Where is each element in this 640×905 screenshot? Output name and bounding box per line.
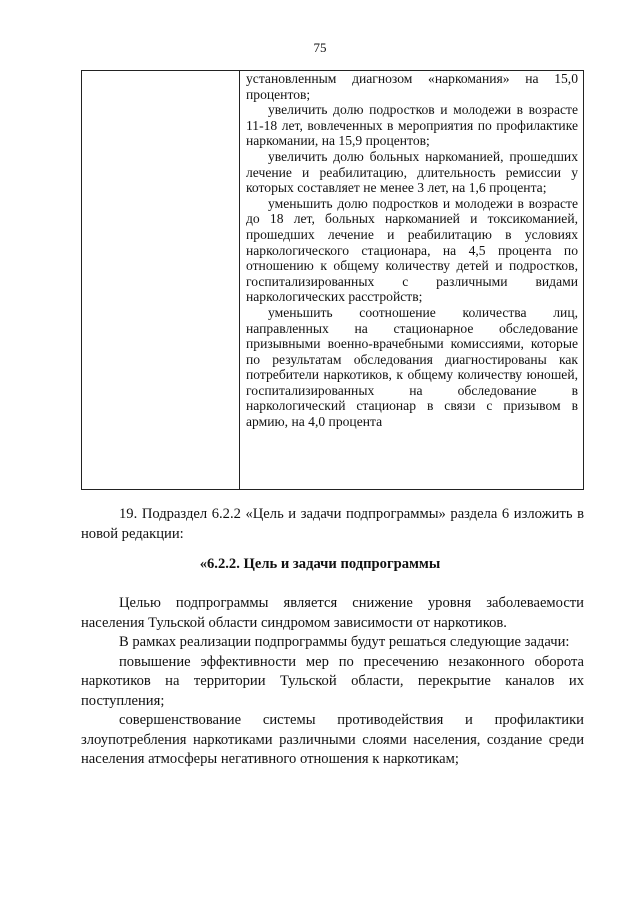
body-paragraph: повышение эффективности мер по пресечению незаконного оборота наркотиков на территории Тульской области, перекрытие каналов их поступления;: [81, 653, 584, 709]
section-heading: «6.2.2. Цель и задачи подпрограммы: [199, 556, 441, 572]
table-paragraph: увеличить долю подростков и молодежи в возрасте 11-18 лет, вовлеченных в мероприятия по профилактике наркомании, на 15,9 процентов;: [246, 102, 578, 149]
section-19-paragraph: [81, 505, 584, 544]
body-text: [81, 594, 584, 770]
section-19-text: 19. Подраздел 6.2.2 «Цель и задачи подпрограммы» раздела 6 изложить в новой редакции:: [81, 506, 584, 542]
table-right-cell: [240, 71, 583, 489]
indicators-table: [81, 70, 584, 490]
body-paragraph: В рамках реализации подпрограммы будут решаться следующие задачи:: [119, 634, 570, 650]
body-paragraph: совершенствование системы противодействия и профилактики злоупотребления наркотиками различными слоями населения, создание среди населения атмосферы негативного отношения к наркотикам;: [81, 712, 584, 767]
table-paragraph: увеличить долю больных наркоманией, прошедших лечение и реабилитацию, длительность ремиссии у которых составляет не менее 3 лет, на 1,6 процента;: [246, 148, 578, 196]
body-paragraph: Целью подпрограммы является снижение уровня заболеваемости населения Тульской области синдромом зависимости от наркотиков.: [81, 595, 584, 631]
table-paragraph: установленным диагнозом «наркомания» на 15,0 процентов;: [246, 71, 578, 102]
table-paragraph: уменьшить соотношение количества лиц, направленных на стационарное обследование призывными военно-врачебными комиссиями, которые по результатам обследования диагностированы как потребители наркотиков, к общему количеству юношей, госпитализированных на обследование в наркологический стационар в связи с призывом в армию, на 4,0 процента: [246, 304, 578, 430]
page-number: 75: [313, 40, 327, 55]
table-paragraph: уменьшить долю подростков и молодежи в возрасте до 18 лет, больных наркоманией и токсикоманией, прошедших лечение и реабилитацию в условиях наркологического стационара, на 4,5 процента по отношению к общему количеству детей и подростков, госпитализированных с различными видами наркологических расстройств;: [246, 195, 578, 305]
table-left-cell: [82, 71, 240, 489]
